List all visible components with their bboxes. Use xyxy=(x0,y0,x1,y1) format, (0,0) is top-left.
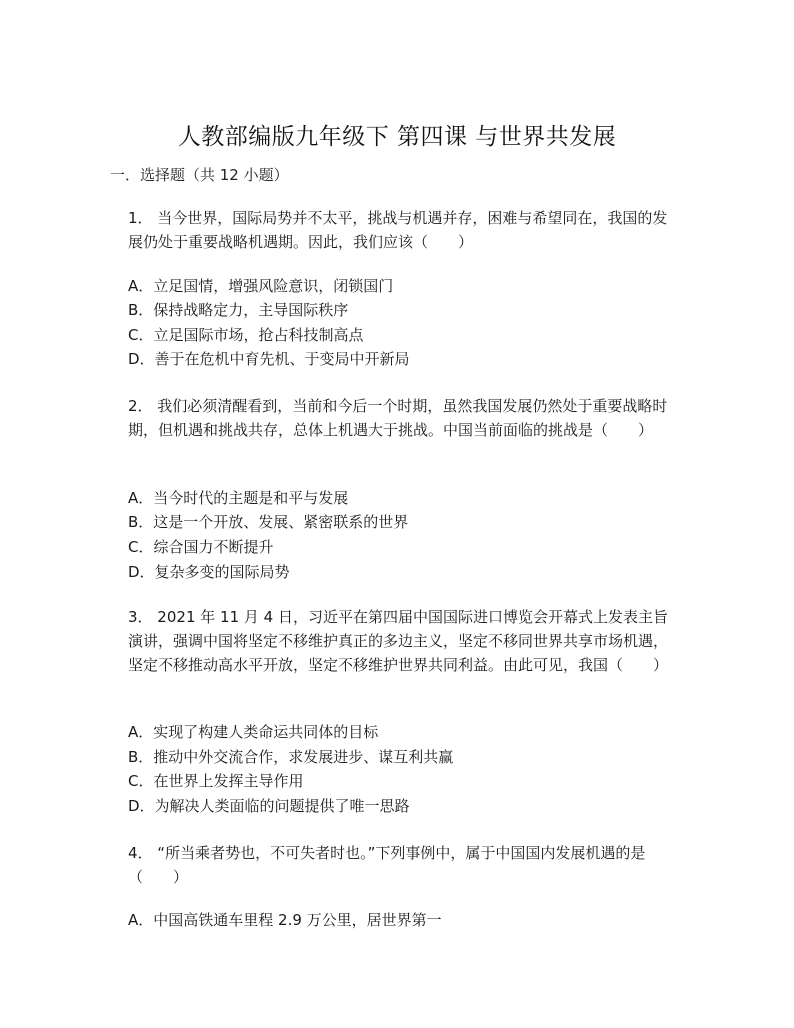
question-3-option-b: B．推动中外交流合作，求发展进步、谋互利共赢 xyxy=(128,748,454,766)
question-4-stem: 4． “所当乘者势也，不可失者时也。”下列事例中，属于中国国内发展机遇的是（ ） xyxy=(128,844,646,886)
question-2-option-c: C．综合国力不断提升 xyxy=(128,538,274,556)
question-1-option-c: C．立足国际市场，抢占科技制高点 xyxy=(128,326,364,344)
question-2-option-b: B．这是一个开放、发展、紧密联系的世界 xyxy=(128,513,409,531)
question-3-stem: 3． 2021 年 11 月 4 日，习近平在第四届中国国际进口博览会开幕式上发表主旨演讲，强调中国将坚定不移维护真正的多边主义，坚定不移同世界共享市场机遇，坚定不移推动高水平开放，坚定不移维护世界共同利益。由此可见，我国（ ） xyxy=(128,608,669,674)
question-2-stem: 2． 我们必须清醒看到，当前和今后一个时期，虽然我国发展仍然处于重要战略时期，但机遇和挑战共存，总体上机遇大于挑战。中国当前面临的挑战是（ ） xyxy=(128,397,668,439)
document-title: 人教部编版九年级下 第四课 与世界共发展 xyxy=(177,124,617,150)
question-4-option-a: A．中国高铁通车里程 2.9 万公里，居世界第一 xyxy=(128,911,442,929)
question-3-option-d: D．为解决人类面临的问题提供了唯一思路 xyxy=(128,797,410,815)
question-1-option-a: A．立足国情，增强风险意识，闭锁国门 xyxy=(128,277,394,295)
section-heading: 一．选择题（共 12 小题） xyxy=(110,166,289,184)
question-1-option-b: B．保持战略定力，主导国际秩序 xyxy=(128,301,349,319)
question-2-option-a: A．当今时代的主题是和平与发展 xyxy=(128,489,349,507)
question-3-option-c: C．在世界上发挥主导作用 xyxy=(128,772,304,790)
question-3-option-a: A．实现了构建人类命运共同体的目标 xyxy=(128,723,379,741)
question-1-option-d: D．善于在危机中育先机、于变局中开新局 xyxy=(128,350,410,368)
question-2-option-d: D．复杂多变的国际局势 xyxy=(128,563,290,581)
question-1-stem: 1． 当今世界，国际局势并不太平，挑战与机遇并存，困难与希望同在，我国的发展仍处于重要战略机遇期。因此，我们应该（ ） xyxy=(128,209,668,251)
